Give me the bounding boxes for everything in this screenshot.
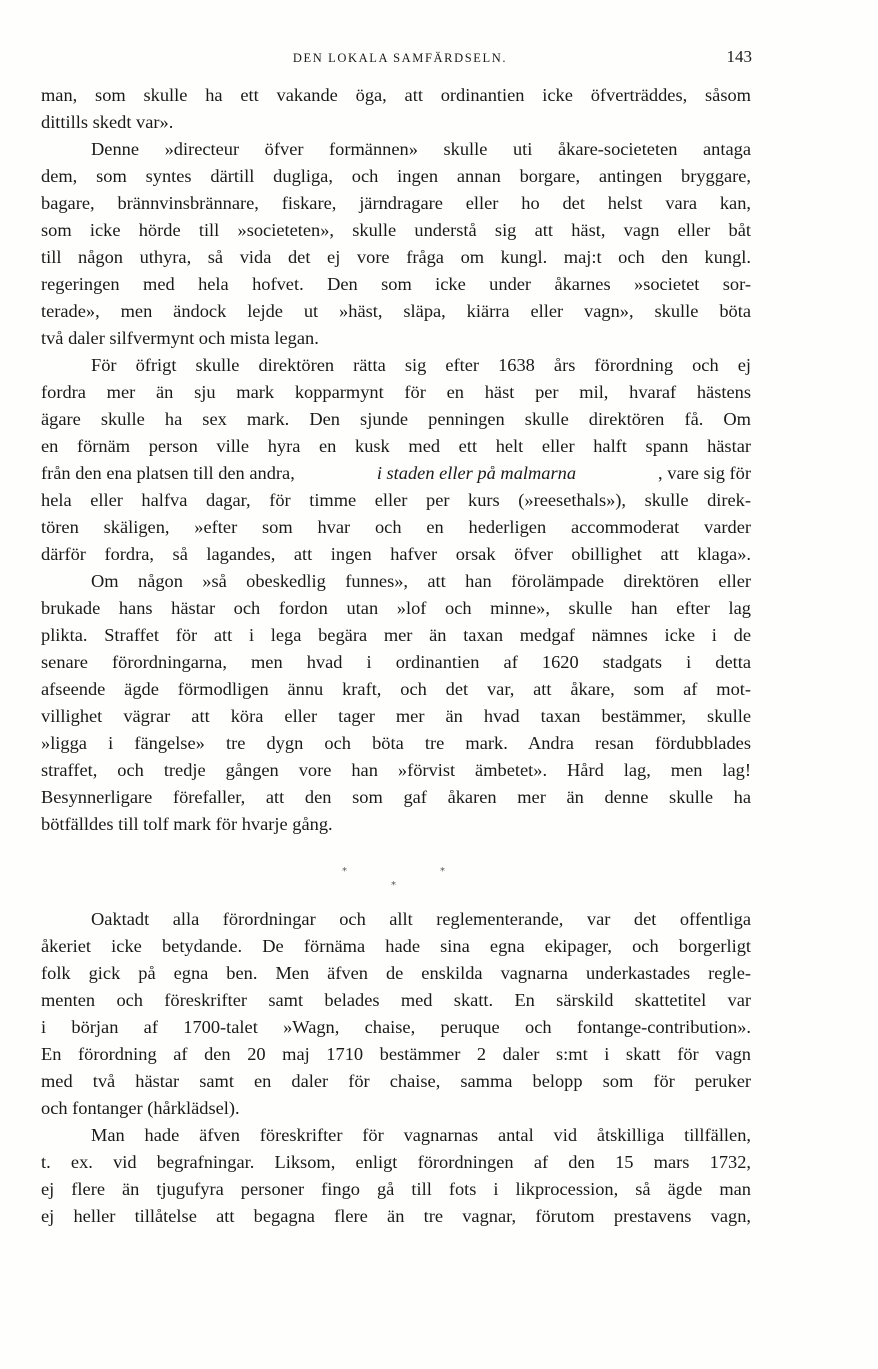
text-line: »ligga i fängelse» tre dygn och böta tre mark. Andra resan fördubblades [41, 733, 751, 753]
text-segment: , vare sig för [658, 463, 751, 483]
text-line: plikta. Straffet för att i lega begära mer än taxan medgaf nämnes icke i de [41, 625, 751, 645]
text-line: dem, som syntes därtill dugliga, och ingen annan borgare, antingen bryggare, [41, 166, 751, 186]
text-line: dittills skedt var». [41, 112, 174, 132]
text-line: åkeriet icke betydande. De förnäma hade sina egna ekipager, och borgerligt [41, 936, 751, 956]
text-line: bagare, brännvinsbrännare, fiskare, järndragare eller ho det helst vara kan, [41, 193, 751, 213]
running-title: DEN LOKALA SAMFÄRDSELN. [292, 51, 508, 65]
text-line: Oaktadt alla förordningar och allt reglementerande, var det offentliga [91, 909, 751, 929]
text-line: till någon uthyra, så vida det ej vore fråga om kungl. maj:t och den kungl. [41, 247, 751, 267]
text-line: ägare skulle ha sex mark. Den sjunde penningen skulle direktören få. Om [41, 409, 751, 429]
text-line: straffet, och tredje gången vore han »förvist ämbetet». Hård lag, men lag! [41, 760, 751, 780]
running-head [0, 47, 878, 69]
text-line: t. ex. vid begrafningar. Liksom, enligt förordningen af den 15 mars 1732, [41, 1152, 751, 1172]
text-line: och fontanger (hårklädsel). [41, 1098, 240, 1118]
page-number: 143 [726, 47, 752, 66]
text-line: folk gick på egna ben. Men äfven de enskilda vagnarna underkastades regle- [41, 963, 751, 983]
text-line: terade», men ändock lejde ut »häst, släpa, kiärra eller vagn», skulle böta [41, 301, 751, 321]
text-line: Man hade äfven föreskrifter för vagnarnas antal vid åtskilliga tillfällen, [91, 1125, 751, 1145]
text-line: som icke hörde till »societeten», skulle understå sig att häst, vagn eller båt [41, 220, 751, 240]
asterisk-icon: * [342, 866, 347, 877]
text-line: fordra mer än sju mark kopparmynt för en häst per mil, hvaraf hästens [41, 382, 751, 402]
text-line: två daler silfvermynt och mista legan. [41, 328, 319, 348]
text-line-mixed [41, 460, 751, 487]
text-line: ej heller tillåtelse att begagna flere än tre vagnar, förutom prestavens vagn, [41, 1206, 751, 1226]
text-line: Denne »directeur öfver formännen» skulle uti åkare-societeten antaga [91, 139, 751, 159]
text-line: För öfrigt skulle direktören rätta sig efter 1638 års förordning och ej [91, 355, 751, 375]
text-line: menten och föreskrifter samt belades med skatt. En särskild skattetitel var [41, 990, 751, 1010]
text-segment: från den ena platsen till den andra, [41, 463, 295, 483]
text-line: afseende ägde förmodligen ännu kraft, och det var, att åkare, som af mot- [41, 679, 751, 699]
asterisk-icon: * [391, 880, 396, 891]
text-line: Besynnerligare förefaller, att den som gaf åkaren mer än denne skulle ha [41, 787, 751, 807]
italic-phrase: i staden eller på malmarna [376, 463, 577, 483]
text-line: En förordning af den 20 maj 1710 bestämmer 2 daler s:mt i skatt för vagn [41, 1044, 751, 1064]
text-line: tören skäligen, »efter som hvar och en hederligen accommoderat varder [41, 517, 751, 537]
text-line: ej flere än tjugufyra personer fingo gå till fots i likprocession, så ägde man [41, 1179, 751, 1199]
text-line: man, som skulle ha ett vakande öga, att ordinantien icke öfverträddes, såsom [41, 85, 751, 105]
text-line: Om någon »så obeskedlig funnes», att han förolämpade direktören eller [91, 571, 751, 591]
text-line: regeringen med hela hofvet. Den som icke under åkarnes »societet sor- [41, 274, 751, 294]
text-line: med två hästar samt en daler för chaise, samma belopp som för peruker [41, 1071, 751, 1091]
text-line: brukade hans hästar och fordon utan »lof och minne», skulle han efter lag [41, 598, 751, 618]
asterisk-icon: * [440, 866, 445, 877]
text-line: hela eller halfva dagar, för timme eller per kurs (»reesethals»), skulle direk- [41, 490, 751, 510]
text-line: därför fordra, så lagandes, att ingen hafver orsak öfver obillighet att klaga». [41, 544, 751, 564]
text-line: villighet vägrar att köra eller tager mer än hvad taxan bestämmer, skulle [41, 706, 751, 726]
text-line: en förnäm person ville hyra en kusk med ett helt eller halft spann hästar [41, 436, 751, 456]
section-break [0, 862, 878, 898]
text-line: bötfälldes till tolf mark för hvarje gång. [41, 814, 333, 834]
text-line: i början af 1700-talet »Wagn, chaise, peruque och fontange-contribution». [41, 1017, 751, 1037]
text-line: senare förordningarna, men hvad i ordinantien af 1620 stadgats i detta [41, 652, 751, 672]
